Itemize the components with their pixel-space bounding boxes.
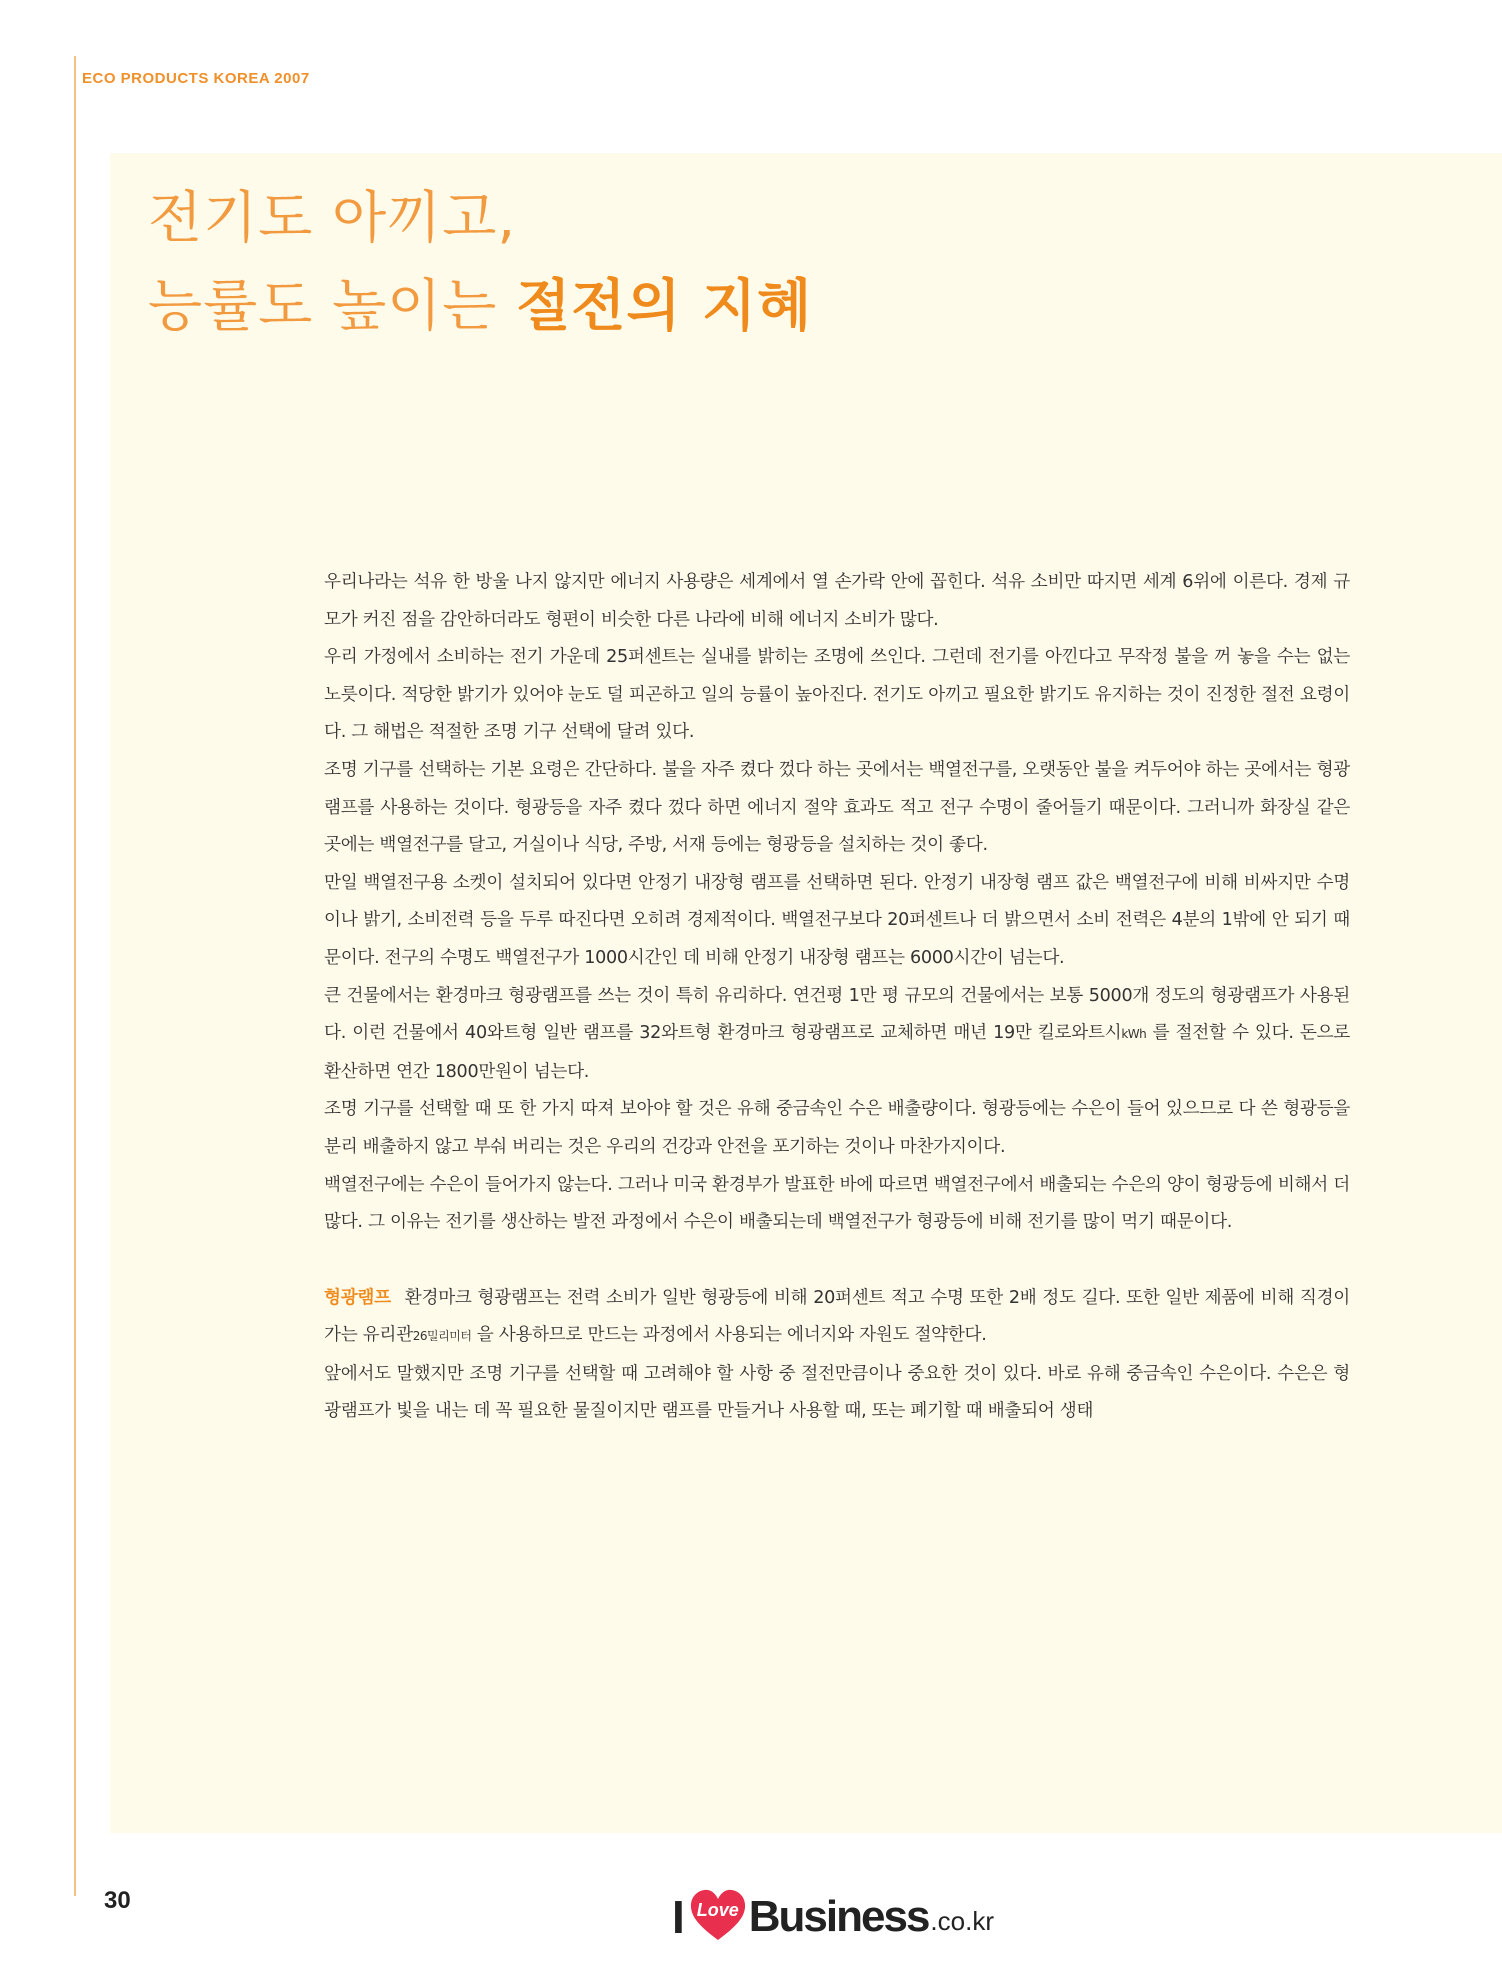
logo-business: Business <box>748 1892 929 1941</box>
article-body <box>324 564 1350 1431</box>
section-keyword: 형광램프 <box>324 1287 391 1308</box>
unit-26mm: 26밀리미터 <box>412 1329 472 1344</box>
paragraph-9: 앞에서도 말했지만 조명 기구를 선택할 때 고려해야 할 사항 중 절전만큼이나 중요한 것이 있다. 바로 유해 중금속인 수은이다. 수은은 형광램프가 빛을 내는 데 꼭 필요한 물질이지만 램프를 만들거나 사용할 때, 또는 폐기할 때 배출되어 생태 <box>324 1363 1350 1422</box>
paragraph-5-text-b: 를 절전할 수 있다. 돈으로 환산하면 연간 1800만원이 넘는다. <box>324 1023 1350 1082</box>
article-title <box>148 175 812 351</box>
title-highlight: 절전의 지혜 <box>516 274 813 339</box>
paragraph-5 <box>324 978 1350 1092</box>
paragraph-8-text-b: 을 사용하므로 만드는 과정에서 사용되는 에너지와 자원도 절약한다. <box>476 1325 987 1346</box>
running-header: ECO PRODUCTS KOREA 2007 <box>82 70 310 87</box>
margin-rule <box>74 56 76 1896</box>
paragraph-3: 조명 기구를 선택하는 기본 요령은 간단하다. 불을 자주 켰다 껐다 하는 곳에서는 백열전구를, 오랫동안 불을 켜두어야 하는 곳에서는 형광램프를 사용하는 것이다. 형광등을 자주 켰다 껐다 하면 에너지 절약 효과도 적고 전구 수명이 줄어들기 때문이다. 그러니까 화장실 같은 곳에는 백열전구를 달고, 거실이나 식당, 주방, 서재 등에는 형광등을 설치하는 것이 좋다. <box>324 759 1350 856</box>
heart-icon <box>689 1888 747 1942</box>
paragraph-6: 조명 기구를 선택할 때 또 한 가지 따져 보아야 할 것은 유해 중금속인 수은 배출량이다. 형광등에는 수은이 들어 있으므로 다 쓴 형광등을 분리 배출하지 않고 부숴 버리는 것은 우리의 건강과 안전을 포기하는 것이나 마찬가지이다. <box>324 1099 1350 1157</box>
title-line-2-normal: 능률도 높이는 <box>148 274 517 339</box>
section-gap <box>324 1242 1350 1280</box>
page-number: 30 <box>104 1887 131 1914</box>
paragraph-7: 백열전구에는 수은이 들어가지 않는다. 그러나 미국 환경부가 발표한 바에 따르면 백열전구에서 배출되는 수은의 양이 형광등에 비해서 더 많다. 그 이유는 전기를 생산하는 발전 과정에서 수은이 배출되는데 백열전구가 형광등에 비해 전기를 많이 먹기 때문이다. <box>324 1174 1350 1233</box>
logo-domain: .co.kr <box>930 1906 994 1936</box>
title-line-1: 전기도 아끼고, <box>148 186 517 251</box>
paragraph-5-text-a: 큰 건물에서는 환경마크 형광램프를 쓰는 것이 특히 유리하다. 연건평 1만 평 규모의 건물에서는 보통 5000개 정도의 형광램프가 사용된다. 이런 건물에서 40와트형 일반 램프를 32와트형 환경마크 형광램프로 교체하면 매년 19만 킬로와트시 <box>324 985 1350 1044</box>
paragraph-2: 우리 가정에서 소비하는 전기 가운데 25퍼센트는 실내를 밝히는 조명에 쓰인다. 그런데 전기를 아낀다고 무작정 불을 꺼 놓을 수는 없는 노릇이다. 적당한 밝기가 있어야 눈도 덜 피곤하고 일의 능률이 높아진다. 전기도 아끼고 필요한 밝기도 유지하는 것이 진정한 절전 요령이다. 그 해법은 적절한 조명 기구 선택에 달려 있다. <box>324 647 1350 743</box>
logo-love: Love <box>696 1900 739 1920</box>
unit-kwh: kWh <box>1121 1027 1147 1042</box>
title-line-2 <box>148 263 812 351</box>
paragraph-8-text-a: 환경마크 형광램프는 전력 소비가 일반 형광등에 비해 20퍼센트 적고 수명 또한 2배 정도 길다. 또한 일반 제품에 비해 직경이 가는 유리관 <box>324 1287 1350 1346</box>
paragraph-8 <box>324 1280 1350 1356</box>
paragraph-4: 만일 백열전구용 소켓이 설치되어 있다면 안정기 내장형 램프를 선택하면 된다. 안정기 내장형 램프 값은 백열전구에 비해 비싸지만 수명이나 밝기, 소비전력 등을 두루 따진다면 오히려 경제적이다. 백열전구보다 20퍼센트나 더 밝으면서 소비 전력은 4분의 1밖에 안 되기 때문이다. 전구의 수명도 백열전구가 1000시간인 데 비해 안정기 내장형 램프는 6000시간이 넘는다. <box>324 872 1350 968</box>
site-logo <box>672 1882 994 1942</box>
logo-i: I <box>672 1891 685 1943</box>
paragraph-1: 우리나라는 석유 한 방울 나지 않지만 에너지 사용량은 세계에서 열 손가락 안에 꼽힌다. 석유 소비만 따지면 세계 6위에 이른다. 경제 규모가 커진 점을 감안하더라도 형편이 비슷한 다른 나라에 비해 에너지 소비가 많다. <box>324 572 1350 630</box>
